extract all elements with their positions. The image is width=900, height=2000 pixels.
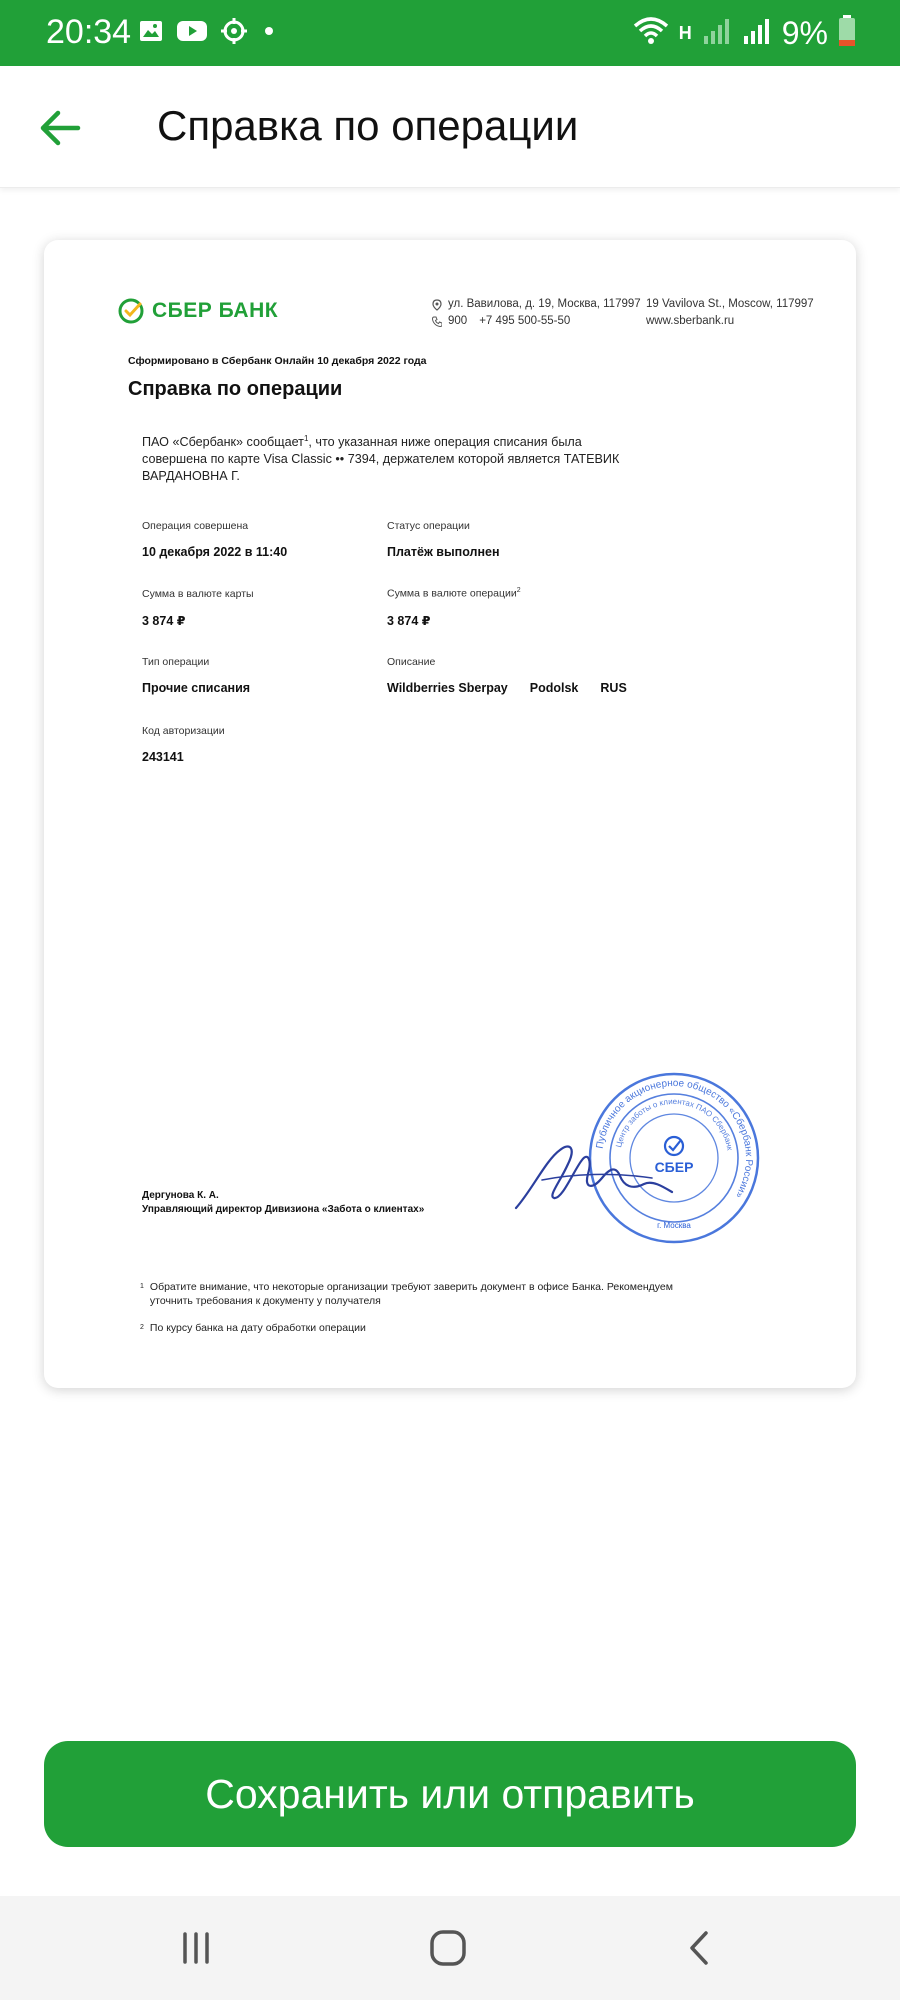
svg-text:г. Москва: г. Москва (657, 1221, 691, 1230)
youtube-icon (176, 19, 208, 48)
bank-address-en: 19 Vavilova St., Moscow, 117997 (646, 298, 814, 310)
crosshair-icon (220, 17, 248, 50)
amount-card-label: Сумма в валюте карты (142, 588, 254, 600)
description-city: Podolsk (529, 681, 579, 695)
description-value (387, 681, 627, 695)
description-merchant: Wildberries Sberpay (387, 681, 508, 695)
recent-apps-button[interactable] (166, 1922, 226, 1974)
image-icon (138, 18, 164, 49)
status-time: 20:34 (46, 13, 132, 51)
back-button[interactable] (34, 100, 90, 156)
amount-card-value: 3 874 ₽ (142, 614, 186, 628)
footnote-mark: 1 (303, 434, 309, 443)
network-type-label: H (678, 22, 692, 43)
signer-name: Дергунова К. А. (142, 1190, 219, 1201)
description-country: RUS (600, 681, 627, 695)
system-back-button[interactable] (670, 1922, 730, 1974)
bank-logo-text: СБЕР БАНК (152, 299, 279, 322)
svg-text:Центр заботы о клиентах ПАО Сб: Центр заботы о клиентах ПАО Сбербанк (614, 1096, 735, 1151)
home-button[interactable] (418, 1922, 478, 1974)
bank-contacts-ru (432, 296, 641, 330)
bank-website: www.sberbank.ru (646, 315, 735, 327)
svg-text:Публичное акционерное общество: Публичное акционерное общество «Сбербанк России» (594, 1077, 755, 1200)
operation-date-value: 10 декабря 2022 в 11:40 (142, 545, 288, 559)
amount-operation-label-text: Сумма в валюте операции (387, 587, 517, 600)
document-title: Справка по операции (128, 378, 343, 400)
phone-icon (432, 316, 442, 327)
operation-type-value: Прочие списания (142, 681, 251, 695)
battery-percent: 9% (781, 14, 828, 51)
amount-operation-label (387, 587, 521, 600)
back-icon (680, 1928, 720, 1968)
description-label: Описание (387, 656, 436, 668)
status-value: Платёж выполнен (387, 545, 500, 559)
bank-phone-short: 900 (448, 315, 468, 327)
sber-logo-icon (118, 298, 144, 324)
dot-icon (260, 22, 278, 45)
footnote-mark: 2 (516, 587, 521, 594)
auth-code-value: 243141 (142, 750, 184, 764)
arrow-left-icon (34, 100, 90, 156)
bank-address-ru: ул. Вавилова, д. 19, Москва, 117997 (448, 298, 641, 310)
svg-text:СБЕР: СБЕР (654, 1159, 694, 1175)
location-pin-icon (432, 299, 442, 311)
footnote-2-text: По курсу банка на дату обработки операции (149, 1322, 366, 1334)
signer-role: Управляющий директор Дивизиона «Забота о клиентах» (142, 1204, 425, 1215)
bank-phone-long: +7 495 500-55-50 (479, 315, 571, 327)
intro-paragraph (142, 430, 642, 485)
app-bar (0, 66, 900, 188)
status-bar (0, 0, 900, 66)
signal-icon (702, 16, 732, 51)
formed-note: Сформировано в Сбербанк Онлайн 10 декабря 2022 года (128, 355, 427, 367)
signal-icon (742, 16, 772, 51)
intro-text-part1: ПАО «Сбербанк» сообщает (142, 435, 304, 450)
footnote-1 (140, 1280, 700, 1308)
auth-code-label: Код авторизации (142, 725, 225, 737)
status-label: Статус операции (387, 520, 470, 532)
operation-certificate-document (44, 240, 856, 1388)
footnote-1-mark: 1 (140, 1283, 144, 1290)
battery-icon (838, 15, 856, 52)
signature-image (512, 1130, 702, 1220)
amount-operation-value: 3 874 ₽ (387, 614, 431, 628)
bank-contacts-en (646, 296, 814, 330)
status-notification-icons (138, 18, 278, 48)
operation-date-label: Операция совершена (142, 520, 249, 532)
bank-logo (118, 297, 278, 325)
footnote-2 (140, 1321, 700, 1335)
wifi-icon (633, 16, 669, 51)
footnote-1-text: Обратите внимание, что некоторые организации требуют заверить документ в офисе Банка. Рекомендуем уточнить требования к документу у получателя (149, 1281, 673, 1307)
operation-type-label: Тип операции (142, 656, 210, 668)
footnote-2-mark: 2 (140, 1324, 144, 1331)
home-icon (427, 1927, 469, 1969)
status-system-icons (633, 14, 856, 52)
system-nav-bar (0, 1896, 900, 2000)
recent-apps-icon (176, 1928, 216, 1968)
save-or-send-button[interactable]: Сохранить или отправить (44, 1741, 856, 1847)
page-title: Справка по операции (157, 102, 579, 149)
intro-text-part2: , что указанная ниже операция списания была совершена по карте Visa Classic •• 7394, держателем которой является ТАТЕВИК ВАРДАНОВНА Г. (142, 435, 620, 484)
